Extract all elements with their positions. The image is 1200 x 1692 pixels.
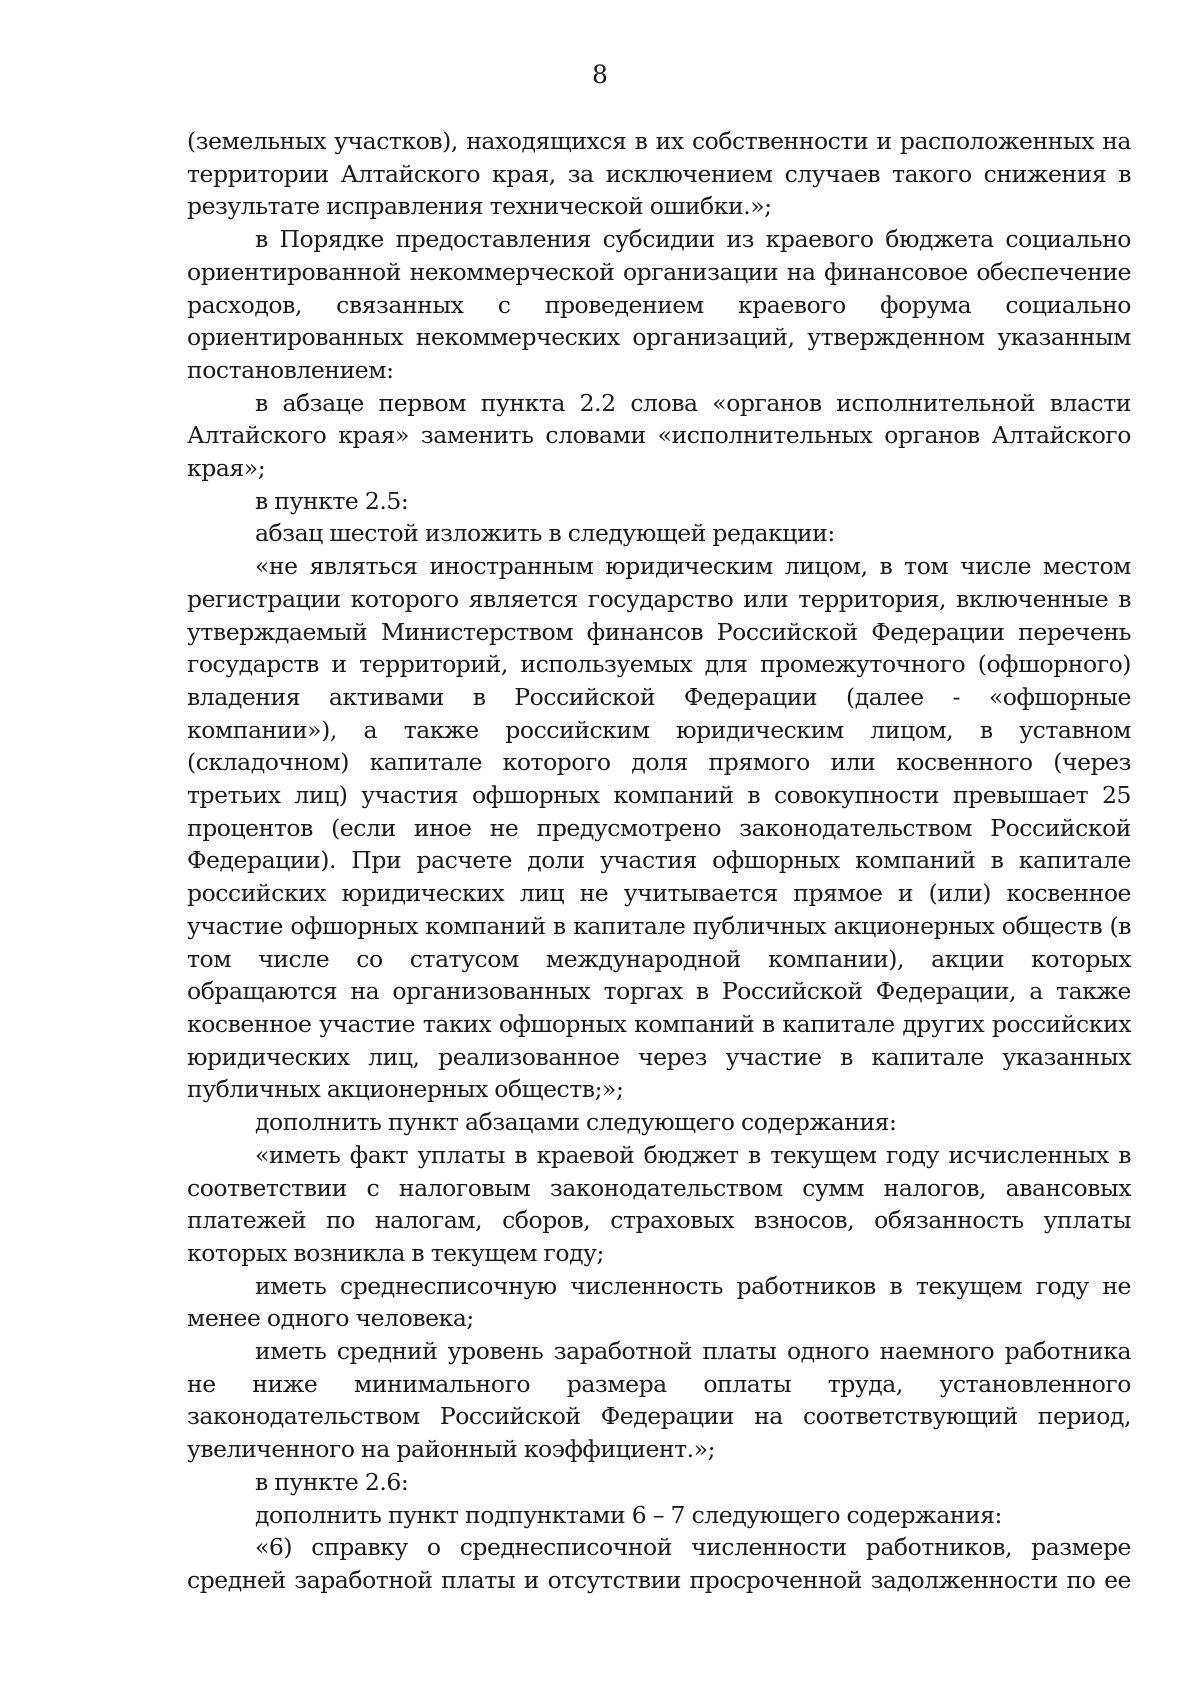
- paragraph: «не являться иностранным юридическим лицом, в том числе местом регистрации которого является государство или территория, включенные в утверждаемый Министерством финансов Российской Федерации перечень государств и территорий, используемых для промежуточного (офшорного) владения активами в Российской Федерации (далее - «офшорные компании»), а также российским юридическим лицом, в уставном (складочном) капитале которого доля прямого или косвенного (через третьих лиц) участия офшорных компаний в совокупности превышает 25 процентов (если иное не предусмотрено законодательством Российской Федерации). При расчете доли участия офшорных компаний в капитале российских юридических лиц не учитывается прямое и (или) косвенное участие офшорных компаний в капитале публичных акционерных обществ (в том числе со статусом международной компании), акции которых обращаются на организованных торгах в Российской Федерации, а также косвенное участие таких офшорных компаний в капитале других российских юридических лиц, реализованное через участие в капитале указанных публичных акционерных обществ;»;: [187, 552, 1131, 1104]
- paragraph: в абзаце первом пункта 2.2 слова «органов исполнительной власти Алтайского края» заменить словами «исполнительных органов Алтайского края»;: [187, 388, 1131, 483]
- paragraph: иметь средний уровень заработной платы одного наемного работника не ниже минимального размера оплаты труда, установленного законодательством Российской Федерации на соответствующий период, увеличенного на районный коэффициент.»;: [187, 1337, 1131, 1464]
- paragraph: абзац шестой изложить в следующей редакции:: [255, 519, 835, 548]
- paragraph: (земельных участков), находящихся в их собственности и расположенных на территории Алтайского края, за исключением случаев такого снижения в результате исправления технической ошибки.»;: [187, 127, 1131, 221]
- document-body: [187, 125, 1131, 1597]
- page-number: 8: [592, 60, 608, 89]
- paragraph: иметь среднесписочную численность работников в текущем году не менее одного человека;: [187, 1271, 1131, 1333]
- paragraph: «6) справку о среднесписочной численности работников, размере средней заработной платы и отсутствии просроченной задолженности по ее: [187, 1533, 1131, 1594]
- paragraph: в пункте 2.5:: [255, 486, 409, 515]
- paragraph: в Порядке предоставления субсидии из краевого бюджета социально ориентированной некоммерческой организации на финансовое обеспечение расходов, связанных с проведением краевого форума социально ориентированных некоммерческих организаций, утвержденном указанным постановлением:: [187, 225, 1131, 384]
- paragraph: в пункте 2.6:: [255, 1467, 409, 1496]
- paragraph: «иметь факт уплаты в краевой бюджет в текущем году исчисленных в соответствии с налоговым законодательством сумм налогов, авансовых платежей по налогам, сборов, страховых взносов, обязанность уплаты которых возникла в текущем году;: [187, 1140, 1131, 1267]
- paragraph: дополнить пункт абзацами следующего содержания:: [255, 1108, 897, 1137]
- paragraph: дополнить пункт подпунктами 6 – 7 следующего содержания:: [255, 1500, 1003, 1529]
